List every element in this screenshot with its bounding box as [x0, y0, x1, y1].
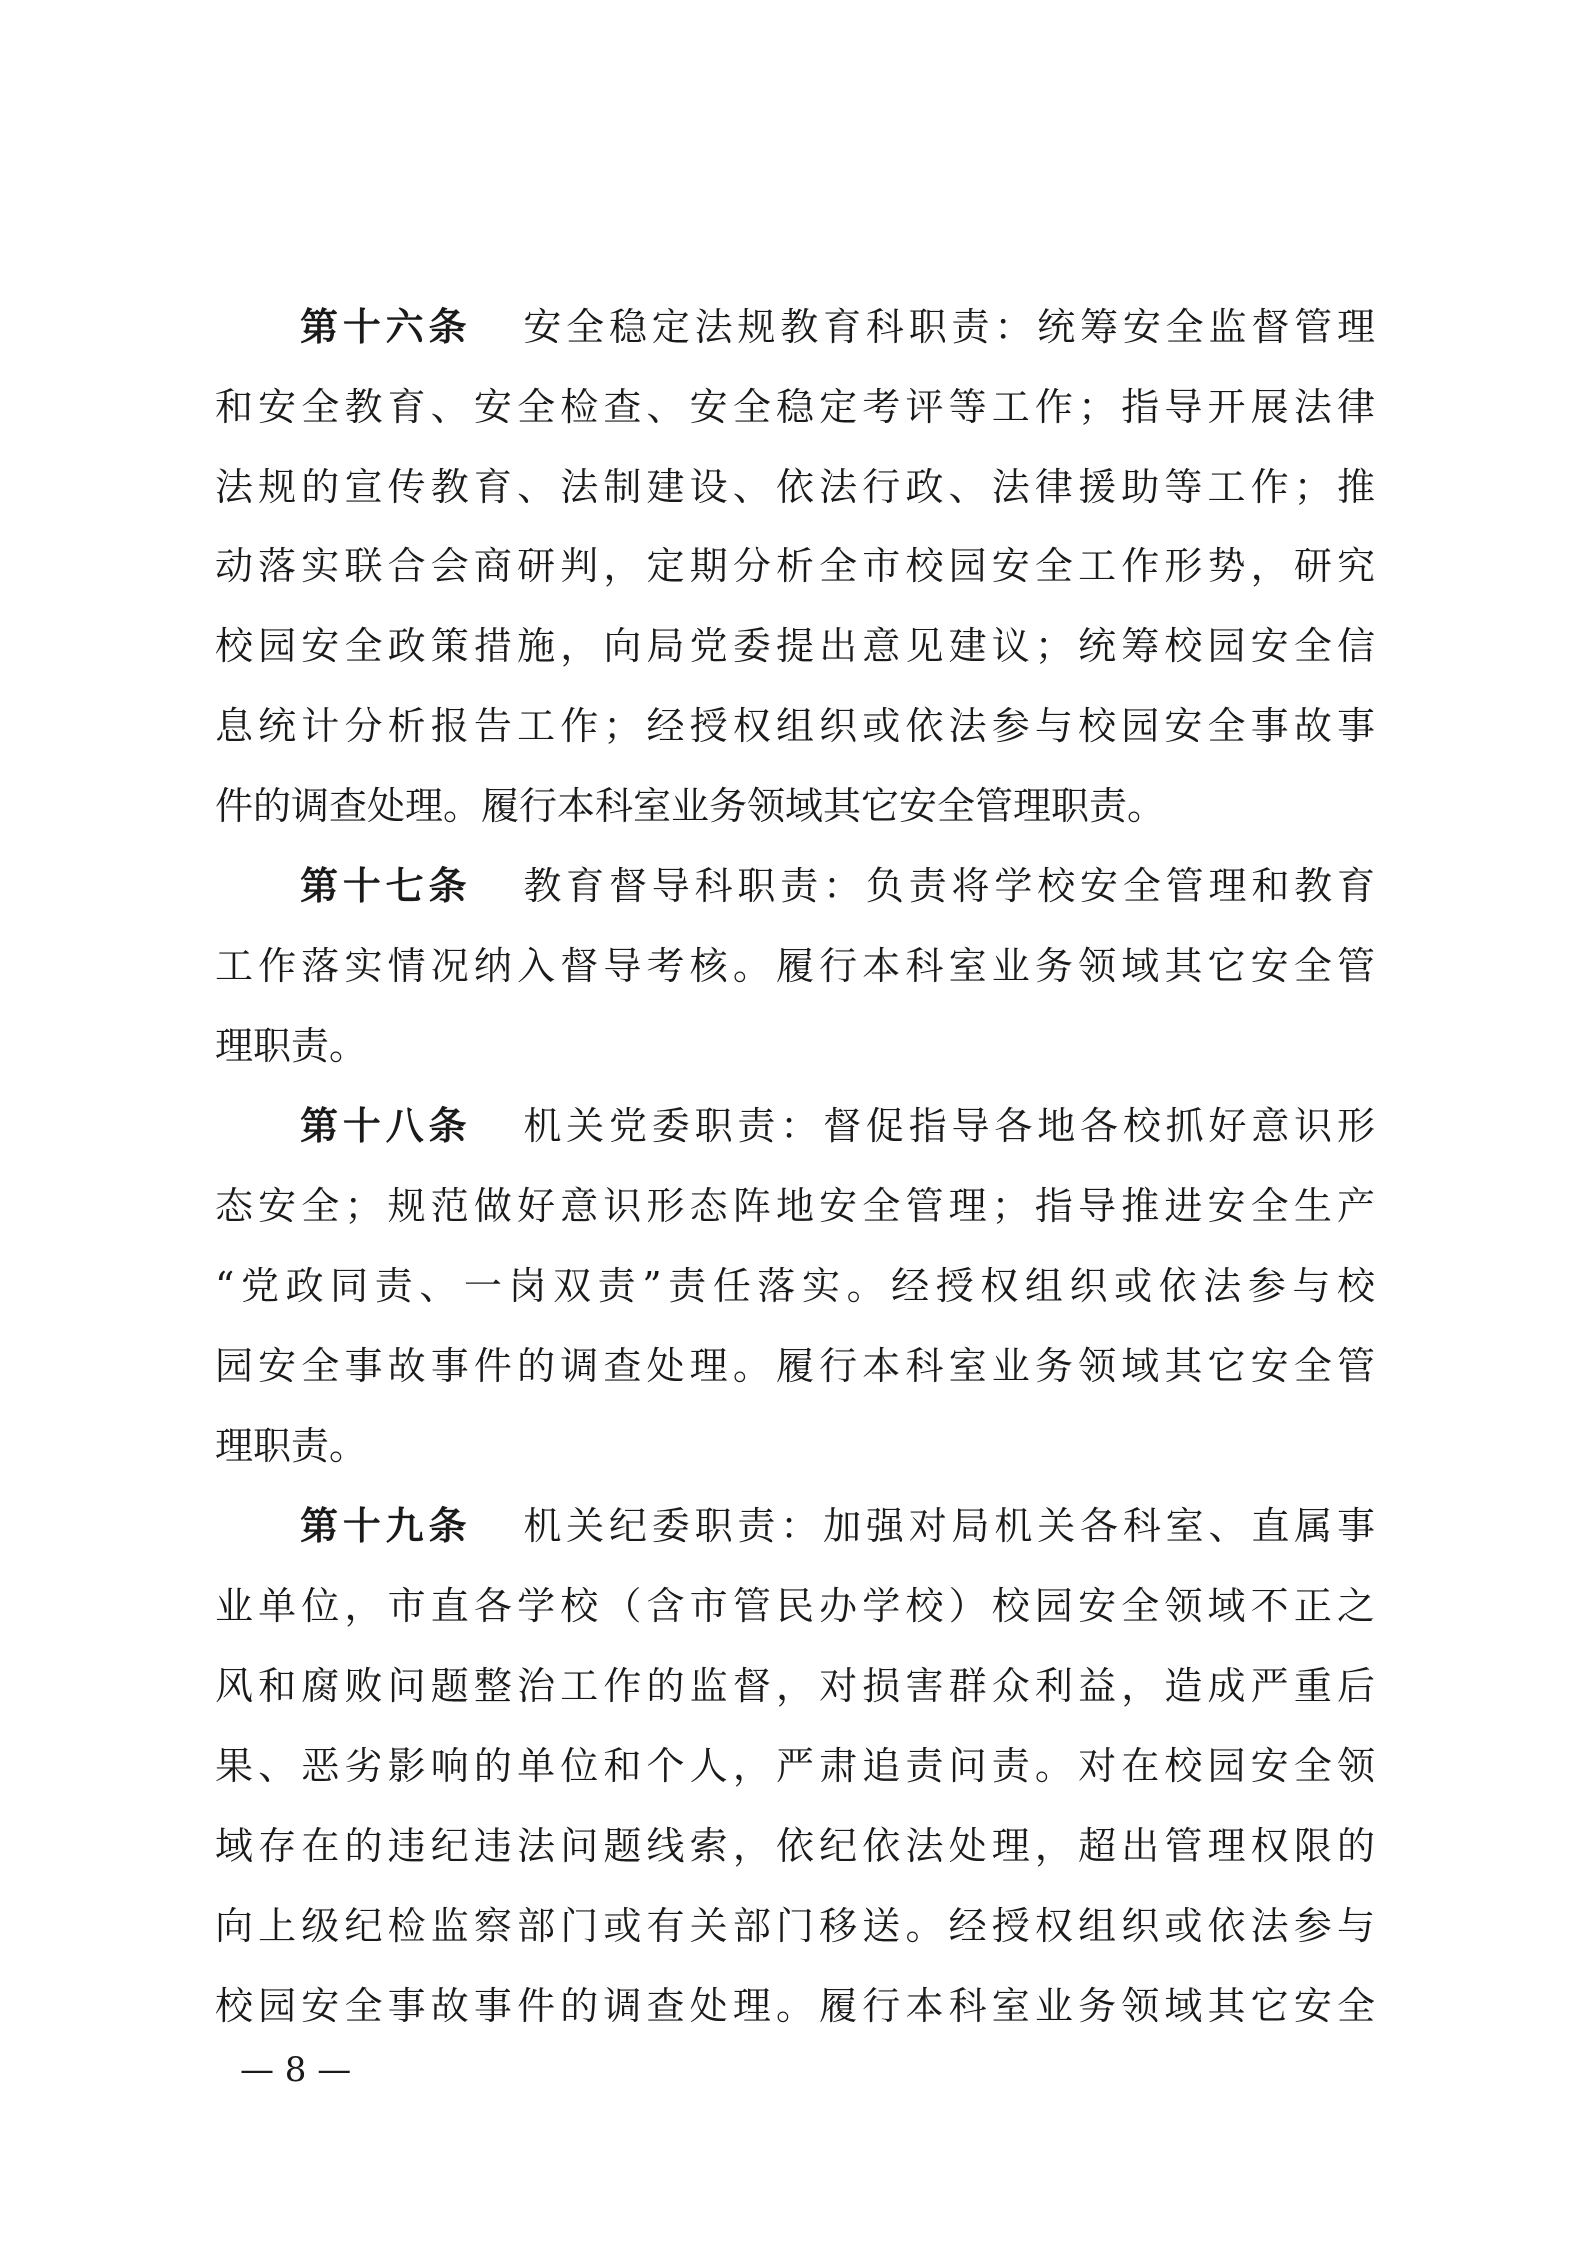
article-18-line-1: 第十八条 机关党委职责：督促指导各地各校抓好意识形: [300, 1103, 1375, 1148]
article-18-line-3: “党政同责、一岗双责”责任落实。经授权组织或依法参与校: [215, 1264, 1375, 1308]
article-19-line-5: 域存在的违纪违法问题线索，依纪依法处理，超出管理权限的: [215, 1824, 1375, 1868]
article-17-heading: 第十七条: [300, 863, 472, 908]
article-19-heading: 第十九条: [300, 1503, 472, 1548]
article-19-line-6: 向上级纪检监察部门或有关部门移送。经授权组织或依法参与: [215, 1904, 1375, 1948]
article-17-line-3: 理职责。: [215, 1024, 368, 1068]
article-16-line-3: 法规的宣传教育、法制建设、依法行政、法律援助等工作；推: [215, 465, 1375, 509]
article-19-line-7: 校园安全事故事件的调查处理。履行本科室业务领域其它安全: [215, 1984, 1375, 2028]
article-18-line-4: 园安全事故事件的调查处理。履行本科室业务领域其它安全管: [215, 1344, 1375, 1388]
article-16-line-7: 件的调查处理。履行本科室业务领域其它安全管理职责。: [215, 784, 1166, 828]
article-19-line-2: 业单位，市直各学校（含市管民办学校）校园安全领域不正之: [215, 1584, 1375, 1628]
page-number: — 8 —: [240, 2050, 352, 2090]
article-19-line-1: 第十九条 机关纪委职责：加强对局机关各科室、直属事: [300, 1503, 1375, 1548]
article-19-line-3: 风和腐败问题整治工作的监督，对损害群众利益，造成严重后: [215, 1664, 1375, 1708]
article-18-heading: 第十八条: [300, 1103, 472, 1148]
article-16-line-5: 校园安全政策措施，向局党委提出意见建议；统筹校园安全信: [215, 624, 1375, 668]
article-18-line-2: 态安全；规范做好意识形态阵地安全管理；指导推进安全生产: [215, 1184, 1375, 1228]
article-17-line-2: 工作落实情况纳入督导考核。履行本科室业务领域其它安全管: [215, 944, 1375, 988]
article-16-line-4: 动落实联合会商研判，定期分析全市校园安全工作形势，研究: [215, 544, 1375, 588]
article-16-line-1: 第十六条 安全稳定法规教育科职责：统筹安全监督管理: [300, 304, 1375, 349]
article-19-line-4: 果、恶劣影响的单位和个人，严肃追责问责。对在校园安全领: [215, 1744, 1375, 1788]
article-16-line-2: 和安全教育、安全检查、安全稳定考评等工作；指导开展法律: [215, 385, 1375, 429]
article-17-line-1: 第十七条 教育督导科职责：负责将学校安全管理和教育: [300, 863, 1375, 908]
article-16-heading: 第十六条: [300, 304, 472, 349]
article-16-line-6: 息统计分析报告工作；经授权组织或依法参与校园安全事故事: [215, 704, 1375, 748]
article-18-line-5: 理职责。: [215, 1424, 368, 1468]
